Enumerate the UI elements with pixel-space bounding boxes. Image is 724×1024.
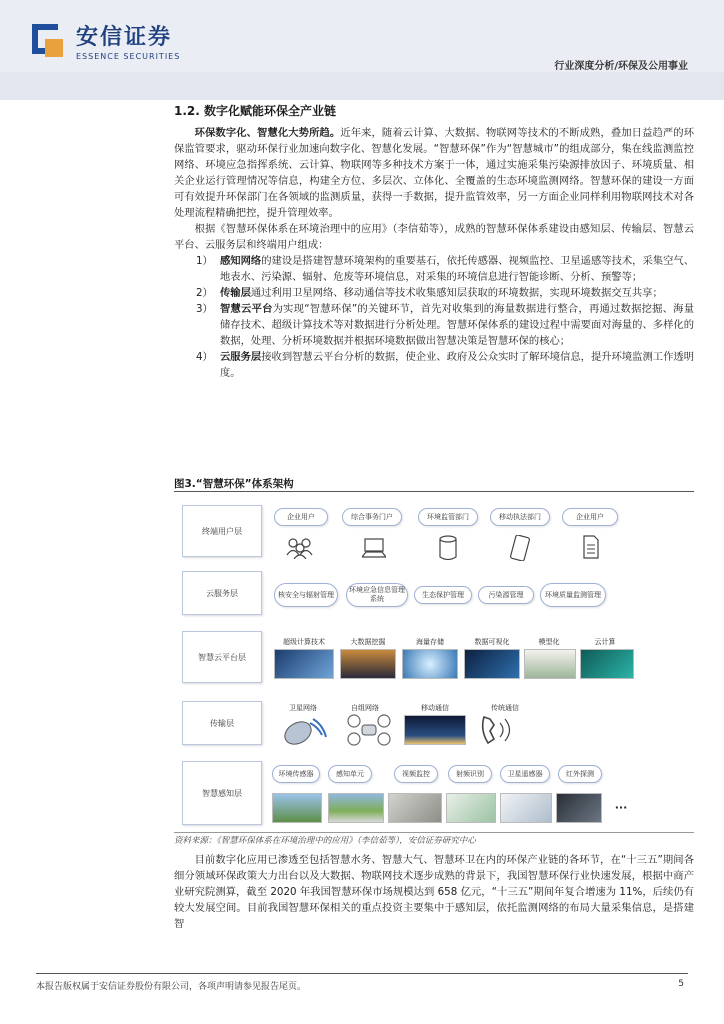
sensing-unit-image (328, 793, 384, 823)
figure-source: 资料来源：《智慧环保体系在环境治理中的应用》（李信茹等），安信证券研究中心 (174, 836, 476, 846)
list-item: 2） 传输层通过利用卫星网络、移动通信等技术收集感知层获取的环境数据，实现环境数据交互共享； (196, 287, 663, 299)
caption-satellite: 卫星网络 (289, 704, 317, 712)
logo-mark-icon (32, 24, 66, 58)
report-category: 行业深度分析/环保及公用事业 (554, 61, 688, 72)
layer-label-cloud-platform: 智慧云平台层 (182, 631, 262, 683)
rfid-image (446, 793, 496, 823)
node-nuclear-safety: 核安全与辐射管理 (274, 583, 338, 607)
paragraph-3: 目前数字化应用已渗透至包括智慧水务、智慧大气、智慧环卫在内的环保产业链的各环节，在“十三五”期间各细分领域环保政策大力出台以及大数据、物联网技术逐步成熟的背景下，我国智慧环保行业快速发展，根据中商产业研究院测算，截至 2020 年我国智慧环保市场规模达到 658 亿元，“十三五”期间年复合增速为 11%，后续仍有较大发展空间。目前我国智慧环保相关的重点投资主要集中于感知层，依托监测网络的布局大量采集信息，是搭建智 (174, 854, 694, 930)
layer-label-transport: 传输层 (182, 701, 262, 745)
caption-storage: 海量存储 (416, 638, 444, 646)
caption-cloud: 云计算 (594, 638, 616, 646)
users-icon (286, 537, 316, 559)
mobile-phone-icon (510, 535, 532, 561)
figure-title: 图3.“智慧环保”体系架构 (174, 478, 294, 490)
footer-disclaimer: 本报告版权属于安信证券股份有限公司，各项声明请参见报告尾页。 (36, 982, 307, 992)
node-video-surveillance: 视频监控 (394, 765, 438, 783)
figure-rule (174, 491, 694, 492)
node-pollution-source: 污染源管理 (478, 586, 534, 604)
list-item: 1） 感知网络的建设是搭建智慧环境架构的重要基石，依托传感器、视频监控、卫星遥感等技术，采集空气、地表水、污染源、辐射、危废等环境信息，对采集的环境信息进行智能诊断、分析、预警等； (196, 255, 694, 283)
modeling-image (524, 649, 576, 679)
caption-big-data: 大数据挖掘 (350, 638, 386, 646)
main-content (174, 102, 694, 381)
node-env-dept: 环境监管部门 (418, 508, 478, 526)
layer-label-perception: 智慧感知层 (182, 761, 262, 825)
node-infrared: 红外探测 (558, 765, 602, 783)
database-icon (438, 535, 458, 561)
cloud-image (580, 649, 634, 679)
node-rfid: 射频识别 (448, 765, 492, 783)
node-enterprise-user: 企业用户 (274, 508, 328, 526)
document-icon (582, 535, 600, 559)
drone-icon (346, 713, 392, 747)
layer-list (174, 253, 694, 381)
after-figure-text (174, 852, 694, 932)
paragraph-2: 根据《智慧环保体系在环境治理中的应用》（李信茹等），成熟的智慧环保体系建设由感知层、传输层、智慧云平台、云服务层和终端用户组成： (174, 223, 694, 251)
video-image (388, 793, 442, 823)
caption-modeling: 模型化 (538, 638, 560, 646)
paragraph-1-lead: 环保数字化、智慧化大势所趋。 (194, 127, 341, 139)
layer-label-cloud-service: 云服务层 (182, 571, 262, 615)
paragraph-1-body: 近年来，随着云计算、大数据、物联网等技术的不断成熟，叠加日益趋严的环保监管要求，驱动环保行业加速向数字化、智慧化发展。“智慧环保”作为“智慧城市”的组成部分，集在线监测监控网络、环境应急指挥系统、云计算、物联网等多种技术方案于一体，通过实施采集污染源排放因子、环境质量、相关企业运行管理情况等信息，构建全方位、多层次、立体化、全覆盖的生态环境监测网络。智慧环保的建设一方面可有效提升环保部门在各领域的监测质量，获得一手数据，提升监管效率，另一方面企业同样利用物联网技术对各处理流程精确把控，提升管理效率。 (174, 127, 695, 219)
node-enterprise-user-2: 企业用户 (562, 508, 618, 526)
more-ellipsis: ··· (614, 801, 628, 814)
supercomputing-image (274, 649, 334, 679)
caption-mobile: 移动通信 (421, 704, 449, 712)
list-item: 3） 智慧云平台为实现“智慧环保”的关键环节，首先对收集到的海量数据进行整合，再通过数据挖掘、海量储存技术、超级计算技术等对数据进行分析处理。智慧环保体系的建设过程中需要面对海量的、多样化的数据，处理、分析环境数据并根据环境数据做出智慧决策是智慧环保的核心； (196, 303, 694, 347)
section-title: 1.2. 数字化赋能环保全产业链 (174, 104, 336, 118)
visualization-image (464, 649, 520, 679)
satellite-sensor-image (500, 793, 552, 823)
company-logo (32, 20, 180, 61)
architecture-diagram (174, 495, 694, 831)
node-emergency-system: 环境应急信息管理系统 (346, 583, 408, 607)
infrared-image (556, 793, 602, 823)
storage-image (402, 649, 458, 679)
layer-label-terminal: 终端用户层 (182, 505, 262, 557)
logo-cn: 安信证券 (76, 25, 173, 50)
telephone-icon (478, 713, 520, 747)
caption-visualization: 数据可视化 (474, 638, 510, 646)
node-eco-protection: 生态保护管理 (414, 586, 472, 604)
list-item: 4） 云服务层接收到智慧云平台分析的数据，使企业、政府及公众实时了解环境信息，提升环境监测工作透明度。 (196, 351, 694, 379)
satellite-dish-icon (280, 715, 328, 747)
node-sensing-unit: 感知单元 (328, 765, 372, 783)
caption-adhoc: 自组网络 (351, 704, 379, 712)
caption-traditional: 传统通信 (491, 704, 519, 712)
paragraph-1 (174, 125, 694, 221)
footer-rule (36, 973, 688, 974)
computer-icon (362, 537, 386, 559)
sensor-image (272, 793, 322, 823)
node-env-sensor: 环境传感器 (272, 765, 320, 783)
big-data-image (340, 649, 396, 679)
caption-supercomputing: 超级计算技术 (283, 638, 325, 646)
mobile-comm-image (404, 715, 466, 745)
header-strip (0, 72, 724, 100)
node-portal: 综合事务门户 (342, 508, 402, 526)
node-env-quality: 环境质量监测管理 (540, 583, 606, 607)
figure-bottom-rule (174, 832, 694, 833)
node-mobile-dept: 移动执法部门 (490, 508, 550, 526)
page-number: 5 (678, 979, 684, 989)
logo-en: ESSENCE SECURITIES (76, 52, 181, 61)
node-satellite-sensor: 卫星遥感器 (500, 765, 550, 783)
